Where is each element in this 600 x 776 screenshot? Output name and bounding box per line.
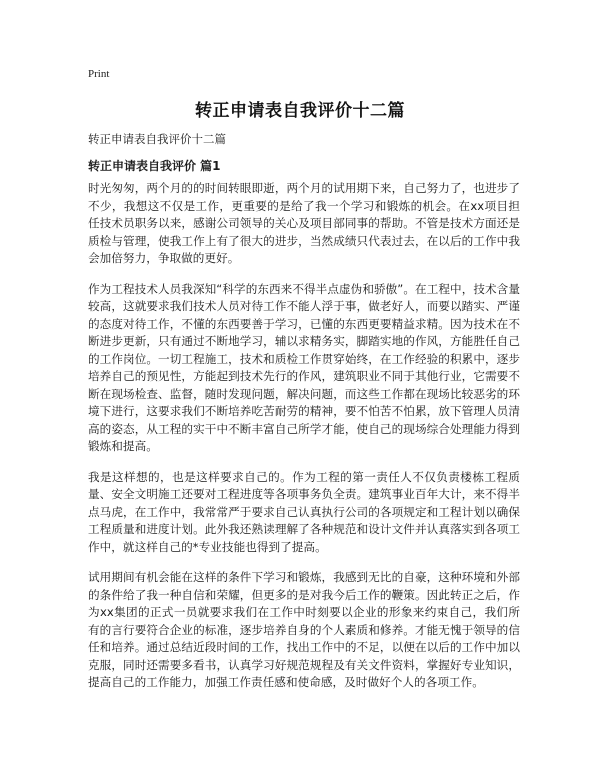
section-heading: 转正申请表自我评价 篇1 <box>88 159 221 173</box>
document-body <box>88 180 520 705</box>
body-paragraph: 作为工程技术人员我深知“科学的东西来不得半点虚伪和骄傲”。在工程中，技术含量较高，这就要求我们技术人员对待工作不能人浮于事，做老好人，而要以踏实、严谨的态度对待工作，不懂的东西要善于学习，已懂的东西更要精益求精。因为技术在不断进步更新，只有通过不断地学习，辅以求精务实，脚踏实地的作风，方能胜任自己的工作岗位。一切工程施工，技术和质检工作贯穿始终，在工作经验的积累中，逐步培养自己的预见性，方能起到技术先行的作风，建筑职业不同于其他行业，它需要不断在现场检查、监督，随时发现问题，解决问题，而这些工作都在现场比较恶劣的环境下进行，这要求我们不断培养吃苦耐劳的精神，要不怕苦不怕累，放下管理人员清高的姿态，从工程的实干中不断丰富自己所学才能，使自己的现场综合处理能力得到锻炼和提高。 <box>88 281 520 453</box>
document-subtitle: 转正申请表自我评价十二篇 <box>88 132 226 146</box>
print-link[interactable]: Print <box>88 68 110 80</box>
body-paragraph: 时光匆匆，两个月的的时间转眼即逝，两个月的试用期下来，自己努力了，也进步了不少，我想这不仅是工作，更重要的是给了我一个学习和锻炼的机会。在xx项目担任技术员职务以来，感谢公司领导的关心及项目部同事的帮助。不管是技术方面还是质检与管理，使我工作上有了很大的进步，当然成绩只代表过去，在以后的工作中我会加倍努力，争取做的更好。 <box>88 181 520 265</box>
body-paragraph: 我是这样想的，也是这样要求自己的。作为工程的第一责任人不仅负责楼栋工程质量、安全文明施工还要对工程进度等各项事务负全责。建筑事业百年大计，来不得半点马虎，在工作中，我常常严于要求自己认真执行公司的各项规定和工程计划以确保工程质量和进度计划。此外我还熟读理解了各种规范和设计文件并认真落实到各项工作中，就这样自己的*专业技能也得到了提高。 <box>88 469 520 554</box>
body-paragraph: 试用期间有机会能在这样的条件下学习和锻炼，我感到无比的自豪，这种环境和外部的条件给了我一种自信和荣耀，但更多的是对我今后工作的鞭策。因此转正之后，作为xx集团的正式一员就要求我们在工作中时刻要以企业的形象来约束自己，我们所有的言行要符合企业的标准，逐步培养自身的个人素质和修养。才能无愧于领导的信任和培养。通过总结近段时间的工作，找出工作中的不足，以便在以后的工作中加以克服，同时还需要多看书，认真学习好规范规程及有关文件资料，掌握好专业知识，提高自己的工作能力，加强工作责任感和使命感，及时做好个人的各项工作。 <box>88 570 520 689</box>
page-title: 转正申请表自我评价十二篇 <box>195 101 405 121</box>
